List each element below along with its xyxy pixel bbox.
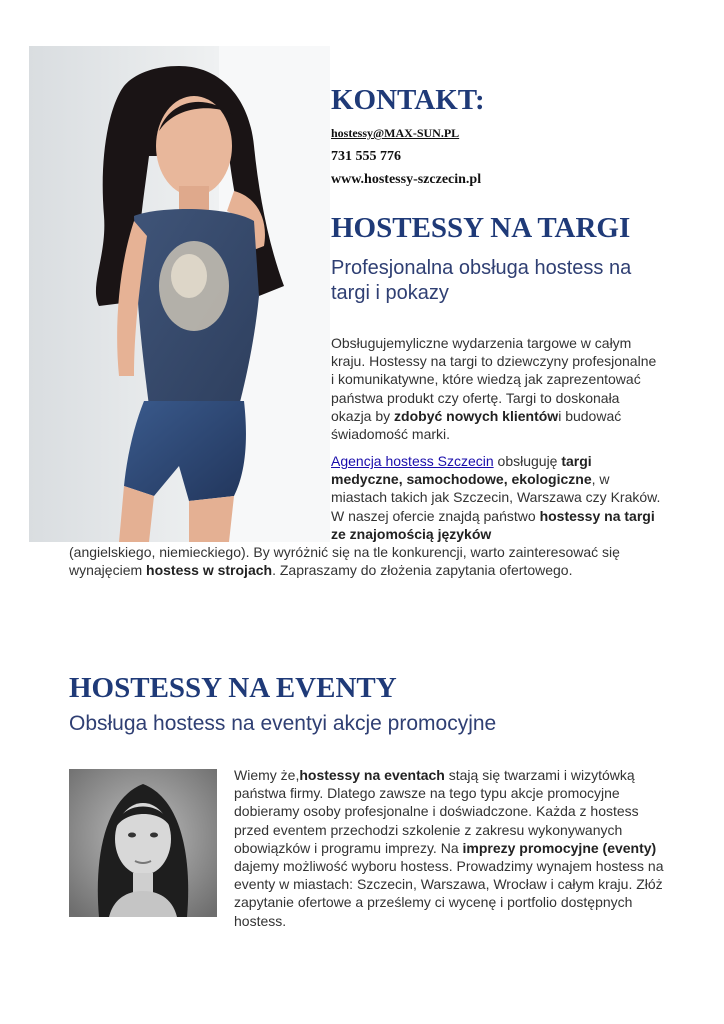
text-span: stają się twarzami i wizytówką państwa firmy. Dlatego zawsze na tego typu akcje promocyjne dobieramy osoby profesjonalne i doświadczone. Każda z hostess przed eventem przechodzi szkolenie z zakresu wykonywanych obowiązków i programu imprezy. Na [234,767,639,856]
targi-heading: HOSTESSY NA TARGI [331,212,631,244]
text-span: , w miastach takich jak Szczecin, Warszawa czy Kraków. W naszej ofercie znajdą państwo [331,471,661,524]
text-span: dajemy możliwość wyboru hostess. Prowadzimy wynajem hostess na eventy w miastach: Szczecin, Warszawa, Wrocław i całym kraju. Złóż zapytanie ofertowe a prześlemy ci wycenę i portfolio dostępnych hostess. [234,858,664,929]
bold-phrase: zdobyć nowych klientów [394,407,559,424]
contact-phone: 731 555 776 [331,149,401,164]
targi-subtitle: Profesjonalna obsługa hostess na targi i pokazy [331,257,632,304]
targi-paragraph-2 [331,452,661,543]
eventy-subtitle: Obsługa hostess na eventyi akcje promocyjne [69,712,497,735]
bold-phrase: imprezy promocyjne (eventy) [462,839,657,856]
targi-paragraph-2-continued [69,543,669,579]
bold-phrase: targi medyczne, samochodowe, ekologiczne [331,453,592,488]
eventy-heading: HOSTESSY NA EVENTY [69,672,397,704]
contact-heading: KONTAKT: [331,84,485,116]
text-span: Wiemy że, [234,767,300,783]
targi-paragraph-1 [331,334,661,443]
agency-link[interactable]: Agencja hostess Szczecin [331,453,494,469]
text-span: i budować świadomość marki. [331,407,622,443]
contact-website: www.hostessy-szczecin.pl [331,172,482,187]
text-span: Obsługujemyliczne wydarzenia targowe w całym kraju. Hostessy na targi to dziewczyny profesjonalne i komunikatywne, które wiedzą jak zaprezentować państwa produkt czy ofertę. Targi to doskonała okazja by [331,335,657,424]
bold-phrase: hostessy na targi ze znajomością języków [331,507,655,542]
text-span: (angielskiego, niemieckiego). By wyróżnić się na tle konkurencji, warto zainteresować się wynajęciem [69,544,620,579]
bold-phrase: hostess w strojach [146,562,273,579]
bold-phrase: hostessy na eventach [299,767,445,783]
hostess-photo-blue-shirt [29,46,330,542]
contact-email-link[interactable]: hostessy@MAX-SUN.PL [331,126,460,140]
eventy-paragraph [234,766,664,930]
hostess-portrait-bw [69,769,217,917]
text-span: obsługuję [493,453,562,469]
text-span: . Zapraszamy do złożenia zapytania ofertowego. [272,562,573,579]
